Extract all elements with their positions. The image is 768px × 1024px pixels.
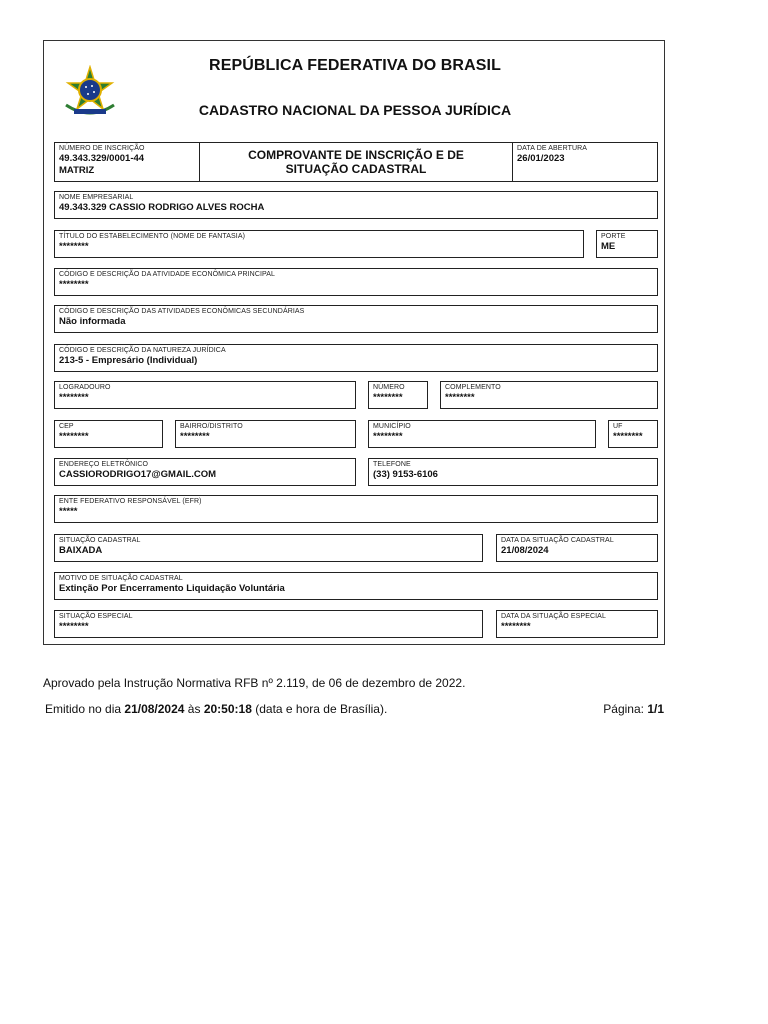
field-atividade-principal <box>54 268 658 296</box>
page-value: 1/1 <box>647 702 664 716</box>
field-label: LOGRADOURO <box>59 384 111 391</box>
field-value-matriz: MATRIZ <box>59 165 95 176</box>
field-value: (33) 9153-6106 <box>373 469 438 480</box>
field-value: ******** <box>59 431 89 442</box>
field-label: CÓDIGO E DESCRIÇÃO DA ATIVIDADE ECONÔMICA PRINCIPAL <box>59 271 276 278</box>
field-value: ******** <box>59 279 89 290</box>
issued-time: 20:50:18 <box>203 702 252 716</box>
field-value: Extinção Por Encerramento Liquidação Voluntária <box>59 583 285 594</box>
field-value: 26/01/2023 <box>517 153 565 164</box>
field-label: SITUAÇÃO ESPECIAL <box>59 613 133 620</box>
field-label: NOME EMPRESARIAL <box>59 194 134 201</box>
field-label: BAIRRO/DISTRITO <box>180 423 243 430</box>
field-data-situacao-especial <box>496 610 658 638</box>
field-bairro <box>175 420 356 448</box>
field-telefone <box>368 458 658 486</box>
issued-prefix: Emitido no dia <box>45 702 122 716</box>
field-value: ******** <box>501 621 531 632</box>
field-value: ******** <box>59 392 89 403</box>
field-motivo-situacao <box>54 572 658 600</box>
page-label: Página: <box>603 702 644 716</box>
cnpj-document <box>43 40 665 645</box>
field-nome-empresarial <box>54 191 658 219</box>
field-value: ******** <box>180 431 210 442</box>
issued-suffix: (data e hora de Brasília). <box>255 702 388 716</box>
field-situacao-especial <box>54 610 483 638</box>
field-efr <box>54 495 658 523</box>
field-nome-fantasia <box>54 230 584 258</box>
issued-line <box>45 702 387 716</box>
field-municipio <box>368 420 596 448</box>
field-complemento <box>440 381 658 409</box>
field-logradouro <box>54 381 356 409</box>
field-value: ******** <box>613 431 643 442</box>
field-value: ME <box>601 241 616 252</box>
field-label: NÚMERO <box>373 384 405 391</box>
field-porte <box>596 230 658 258</box>
field-numero <box>368 381 428 409</box>
field-situacao-cadastral <box>54 534 483 562</box>
document-title: COMPROVANTE DE INSCRIÇÃO E DE SITUAÇÃO CADASTRAL <box>199 142 513 182</box>
field-inscricao <box>54 142 200 182</box>
field-data-abertura <box>512 142 658 182</box>
field-label: DATA DE ABERTURA <box>517 145 588 152</box>
field-atividades-secundarias <box>54 305 658 333</box>
field-label: ENTE FEDERATIVO RESPONSÁVEL (EFR) <box>59 498 202 505</box>
field-label: CÓDIGO E DESCRIÇÃO DA NATUREZA JURÍDICA <box>59 347 226 354</box>
page-subtitle: CADASTRO NACIONAL DA PESSOA JURÍDICA <box>198 102 512 118</box>
field-label: NÚMERO DE INSCRIÇÃO <box>59 145 145 152</box>
field-label: PORTE <box>601 233 626 240</box>
field-value: Não informada <box>59 316 126 327</box>
field-cep <box>54 420 163 448</box>
field-value: CASSIORODRIGO17@GMAIL.COM <box>59 469 217 480</box>
field-label: UF <box>613 423 623 430</box>
field-value: ***** <box>59 506 78 517</box>
field-uf <box>608 420 658 448</box>
field-label: MUNICÍPIO <box>373 423 411 430</box>
field-label: MOTIVO DE SITUAÇÃO CADASTRAL <box>59 575 183 582</box>
page-number <box>603 702 664 716</box>
field-label: COMPLEMENTO <box>445 384 501 391</box>
issued-mid: às <box>187 702 201 716</box>
field-value: ******** <box>373 431 403 442</box>
field-value: 49.343.329 CASSIO RODRIGO ALVES ROCHA <box>59 202 265 213</box>
field-value: ******** <box>59 621 89 632</box>
field-label: DATA DA SITUAÇÃO ESPECIAL <box>501 613 606 620</box>
field-value: ******** <box>59 241 89 252</box>
field-value: 49.343.329/0001-44 <box>59 153 145 164</box>
issued-date: 21/08/2024 <box>124 702 185 716</box>
field-value: BAIXADA <box>59 545 103 556</box>
field-label: TÍTULO DO ESTABELECIMENTO (NOME DE FANTASIA) <box>59 233 246 240</box>
field-label: SITUAÇÃO CADASTRAL <box>59 537 141 544</box>
field-value: 213-5 - Empresário (Individual) <box>59 355 198 366</box>
approval-note: Aprovado pela Instrução Normativa RFB nº 2.119, de 06 de dezembro de 2022. <box>43 676 466 690</box>
field-label: TELEFONE <box>373 461 411 468</box>
field-email <box>54 458 356 486</box>
field-data-situacao-cadastral <box>496 534 658 562</box>
field-value: ******** <box>445 392 475 403</box>
field-value: 21/08/2024 <box>501 545 549 556</box>
field-label: CEP <box>59 423 74 430</box>
field-label: CÓDIGO E DESCRIÇÃO DAS ATIVIDADES ECONÔMICAS SECUNDÁRIAS <box>59 308 305 315</box>
page-title: REPÚBLICA FEDERATIVA DO BRASIL <box>209 57 501 74</box>
field-value: ******** <box>373 392 403 403</box>
field-label: ENDEREÇO ELETRÔNICO <box>59 461 149 468</box>
field-natureza-juridica <box>54 344 658 372</box>
field-label: DATA DA SITUAÇÃO CADASTRAL <box>501 537 614 544</box>
